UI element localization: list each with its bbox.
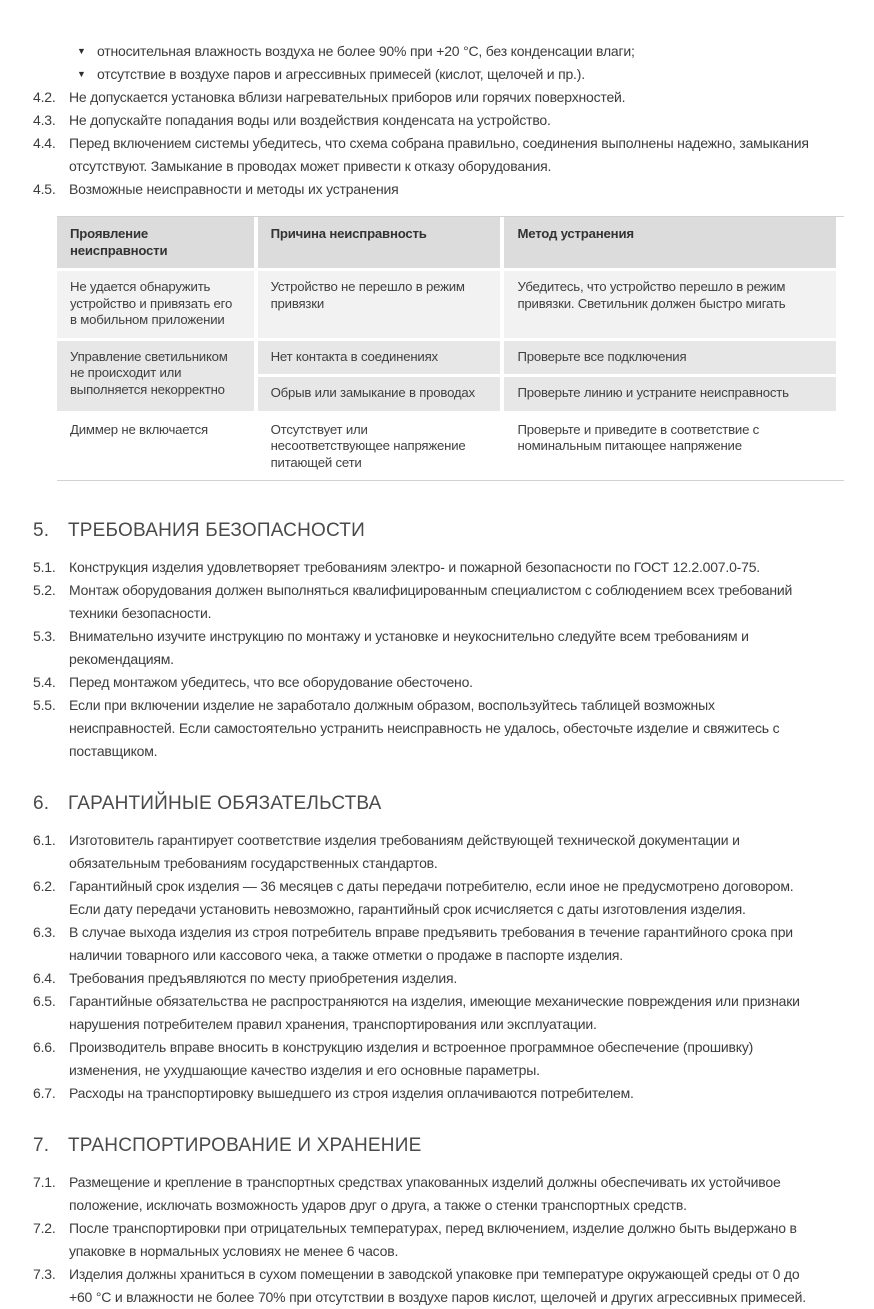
section-safety-requirements <box>33 519 844 763</box>
clause-text: Не допускайте попадания воды или воздействия конденсата на устройство. <box>69 112 551 128</box>
clause-number: 5.3. <box>33 628 56 644</box>
clause-number: 4.2. <box>33 89 56 105</box>
table-cell: Убедитесь, что устройство перешло в режим привязки. Светильник должен быстро мигать <box>504 271 836 338</box>
list-item <box>33 694 844 763</box>
clause-text: Монтаж оборудования должен выполняться квалифицированным специалистом с соблюдением всех требований техники безопасности. <box>69 582 793 621</box>
list-item <box>33 1171 844 1217</box>
section-heading <box>33 792 844 816</box>
clause-text: Конструкция изделия удовлетворяет требованиям электро- и пожарной безопасности по ГОСТ 12.2.007.0-75. <box>69 559 760 575</box>
list-item <box>33 671 844 694</box>
clause-number: 5.1. <box>33 559 56 575</box>
table-cell: Проверьте линию и устраните неисправность <box>504 377 836 411</box>
clause-number: 7.2. <box>33 1220 56 1236</box>
table-cell: Нет контакта в соединениях <box>258 341 501 375</box>
section-number: 5. <box>33 520 50 541</box>
table-header-row <box>57 217 836 268</box>
clause-number: 6.2. <box>33 878 56 894</box>
table-cell: Обрыв или замыкание в проводах <box>258 377 501 411</box>
list-item <box>33 967 844 990</box>
section-title: ГАРАНТИЙНЫЕ ОБЯЗАТЕЛЬСТВА <box>68 793 382 814</box>
list-item <box>33 921 844 967</box>
clause-text: Если при включении изделие не заработало должным образом, воспользуйтесь таблицей возможных неисправностей. Если самостоятельно устранить неисправность не удалось, обесточьте изделие и свяжитесь с поставщиком. <box>69 697 780 759</box>
clause-number: 6.3. <box>33 924 56 940</box>
clause-number: 4.4. <box>33 135 56 151</box>
column-header-cause: Причина неисправность <box>258 217 501 268</box>
list-item <box>33 178 844 201</box>
clause-number: 5.5. <box>33 697 56 713</box>
table-row <box>57 341 836 375</box>
list-item <box>33 1217 844 1263</box>
table-cell: Управление светильником не происходит или выполняется некорректно <box>57 341 254 411</box>
list-item <box>77 40 844 63</box>
section-heading <box>33 1134 844 1158</box>
list-item <box>33 132 844 178</box>
bullet-text: относительная влажность воздуха не более 90% при +20 °C, без конденсации влаги; <box>97 43 635 59</box>
clause-number: 7.3. <box>33 1266 56 1282</box>
triangle-bullet-icon: ▼ <box>77 46 86 56</box>
table-cell: Отсутствует или несоответствующее напряжение питающей сети <box>258 414 501 481</box>
table-cell: Проверьте все подключения <box>504 341 836 375</box>
section-title: ТРЕБОВАНИЯ БЕЗОПАСНОСТИ <box>68 520 365 541</box>
clause-text: Изделия должны храниться в сухом помещении в заводской упаковке при температуре окружающей среды от 0 до +60 °C и влажности не более 70% при отсутствии в воздухе паров кислот, щелочей и других агрессивных примесей. <box>69 1266 806 1305</box>
clause-list-4 <box>33 86 844 201</box>
section-number: 7. <box>33 1135 50 1156</box>
clause-text: Требования предъявляются по месту приобретения изделия. <box>69 970 458 986</box>
clause-number: 6.6. <box>33 1039 56 1055</box>
list-item <box>33 1263 844 1309</box>
bullet-text: отсутствие в воздухе паров и агрессивных примесей (кислот, щелочей и пр.). <box>97 66 585 82</box>
clause-text: Производитель вправе вносить в конструкцию изделия и встроенное программное обеспечение (прошивку) изменения, не ухудшающие качество изделия и его основные параметры. <box>69 1039 754 1078</box>
clause-number: 5.2. <box>33 582 56 598</box>
clause-text: В случае выхода изделия из строя потребитель вправе предъявить требования в течение гарантийного срока при наличии товарного или кассового чека, а также отметки о продаже в паспорте изделия. <box>69 924 793 963</box>
troubleshooting-table <box>57 216 844 481</box>
clause-text: Не допускается установка вблизи нагревательных приборов или горячих поверхностей. <box>69 89 626 105</box>
clause-number: 7.1. <box>33 1174 56 1190</box>
section-heading <box>33 519 844 543</box>
clause-number: 6.4. <box>33 970 56 986</box>
list-item <box>33 990 844 1036</box>
list-item <box>33 625 844 671</box>
column-header-remedy: Метод устранения <box>504 217 836 268</box>
table-cell: Диммер не включается <box>57 414 254 481</box>
table-row <box>57 414 836 481</box>
table-cell: Проверьте и приведите в соответствие с номинальным питающее напряжение <box>504 414 836 481</box>
list-item <box>77 63 844 86</box>
clause-text: Расходы на транспортировку вышедшего из строя изделия оплачиваются потребителем. <box>69 1085 634 1101</box>
table-cell: Устройство не перешло в режим привязки <box>258 271 501 338</box>
list-item <box>33 86 844 109</box>
section-title: ТРАНСПОРТИРОВАНИЕ И ХРАНЕНИЕ <box>68 1135 422 1156</box>
column-header-symptom: Проявление неисправности <box>57 217 254 268</box>
table-cell: Не удается обнаружить устройство и привязать его в мобильном приложении <box>57 271 254 338</box>
clause-text: Изготовитель гарантирует соответствие изделия требованиям действующей технической документации и обязательным требованиям государственных стандартов. <box>69 832 740 871</box>
clause-text: Размещение и крепление в транспортных средствах упакованных изделий должны обеспечивать их устойчивое положение, исключать возможность ударов друг о друга, а также о стенки транспортных средств. <box>69 1174 781 1213</box>
list-item <box>33 579 844 625</box>
list-item <box>33 556 844 579</box>
clause-text: Внимательно изучите инструкцию по монтажу и установке и неукоснительно следуйте всем требованиям и рекомендациям. <box>69 628 749 667</box>
clause-text: Перед включением системы убедитесь, что схема собрана правильно, соединения выполнены надежно, замыкания отсутствуют. Замыкание в проводах может привести к отказу оборудования. <box>69 135 809 174</box>
clause-number: 4.3. <box>33 112 56 128</box>
section-number: 6. <box>33 793 50 814</box>
clause-text: Гарантийный срок изделия — 36 месяцев с даты передачи потребителю, если иное не предусмотрено договором. Если дату передачи установить невозможно, гарантийный срок исчисляется с даты изготовления изделия. <box>69 878 794 917</box>
clause-text: Перед монтажом убедитесь, что все оборудование обесточено. <box>69 674 473 690</box>
section-warranty <box>33 792 844 1105</box>
clause-number: 5.4. <box>33 674 56 690</box>
table-row <box>57 271 836 338</box>
clause-text: После транспортировки при отрицательных температурах, перед включением, изделие должно быть выдержано в упаковке в нормальных условиях не менее 6 часов. <box>69 1220 797 1259</box>
clause-number: 4.5. <box>33 181 56 197</box>
clause-number: 6.5. <box>33 993 56 1009</box>
list-item <box>33 109 844 132</box>
list-item <box>33 1082 844 1105</box>
clause-text: Гарантийные обязательства не распространяются на изделия, имеющие механические повреждения или признаки нарушения потребителем правил хранения, транспортирования или эксплуатации. <box>69 993 800 1032</box>
clause-number: 6.1. <box>33 832 56 848</box>
list-item <box>33 1036 844 1082</box>
triangle-bullet-icon: ▼ <box>77 69 86 79</box>
list-item <box>33 875 844 921</box>
clause-text: Возможные неисправности и методы их устранения <box>69 181 399 197</box>
clause-number: 6.7. <box>33 1085 56 1101</box>
condition-bullet-list <box>77 40 844 86</box>
section-transport-storage <box>33 1134 844 1309</box>
list-item <box>33 829 844 875</box>
